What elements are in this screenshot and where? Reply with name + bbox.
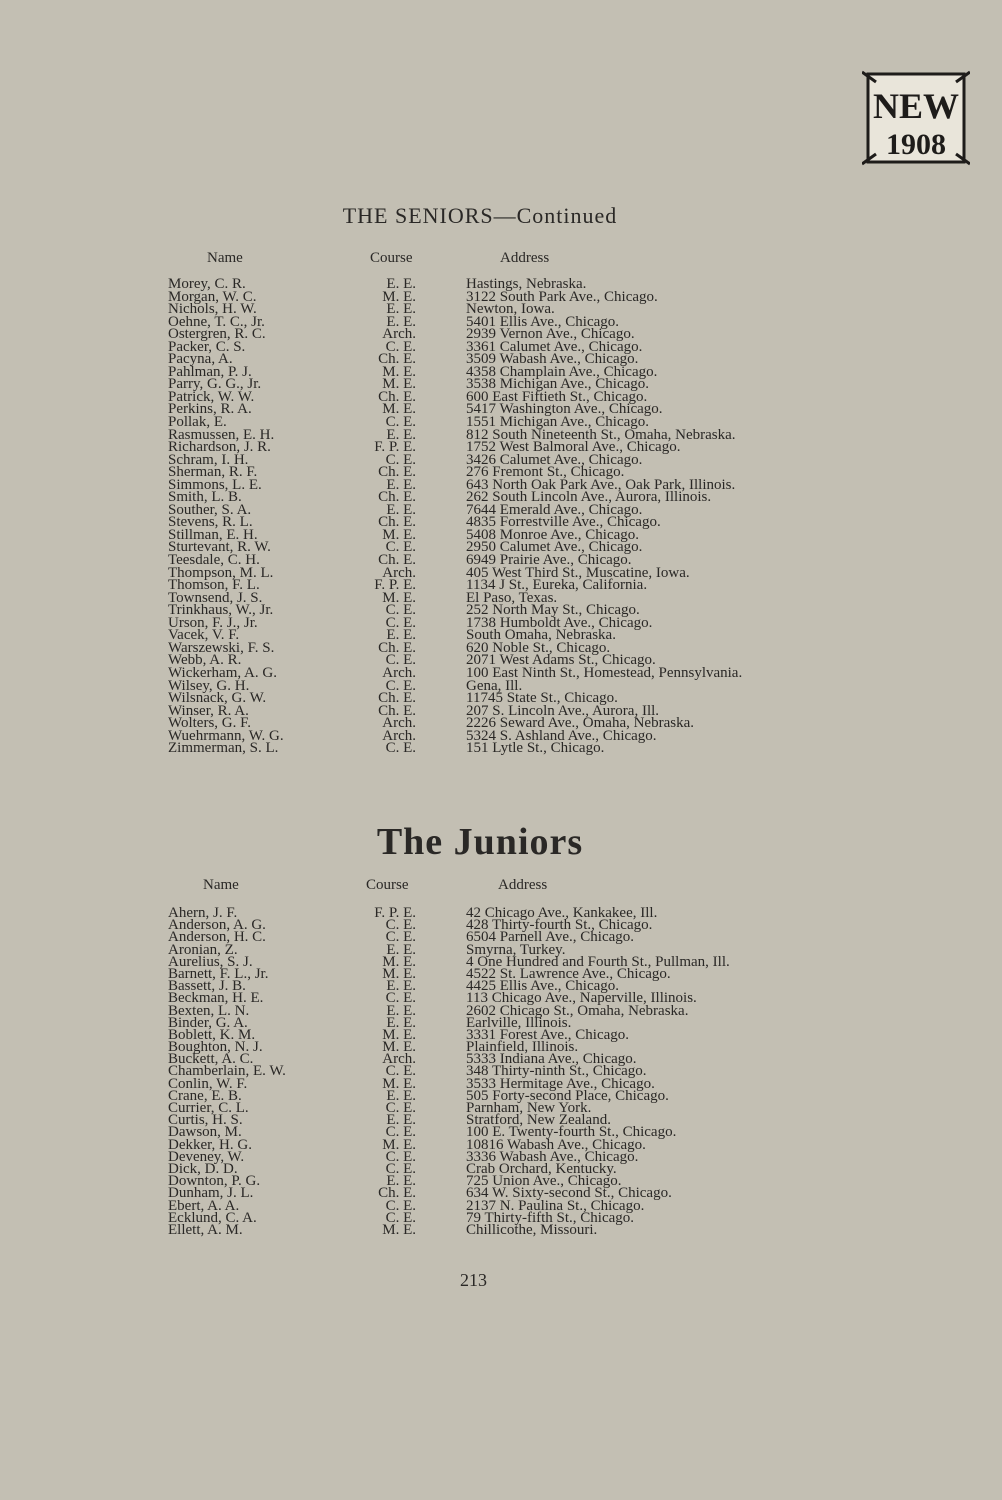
- course-cell: C. E.: [385, 929, 416, 946]
- course-cell: M. E.: [382, 376, 416, 393]
- address-cell: Plainfield, Illinois.: [466, 1039, 579, 1056]
- course-cell: Arch.: [382, 1051, 416, 1068]
- course-cell: F. P. E.: [374, 439, 416, 456]
- name-cell: Boughton, N. J.: [168, 1039, 263, 1056]
- course-cell: C. E.: [385, 414, 416, 431]
- course-cell: Arch.: [382, 727, 416, 744]
- name-cell: Oehne, T. C., Jr.: [168, 313, 265, 330]
- address-cell: 2226 Seward Ave., Omaha, Nebraska.: [466, 715, 694, 732]
- course-cell: C. E.: [385, 990, 416, 1007]
- name-cell: Smith, L. B.: [168, 489, 242, 506]
- address-cell: 276 Fremont St., Chicago.: [466, 464, 625, 481]
- name-cell: Thompson, M. L.: [168, 564, 274, 581]
- course-cell: C. E.: [385, 1100, 416, 1116]
- course-cell: M. E.: [382, 526, 416, 543]
- address-cell: Chillicothe, Missouri.: [466, 1221, 598, 1238]
- name-cell: Chamberlain, E. W.: [168, 1063, 286, 1080]
- address-cell: 2071 West Adams St., Chicago.: [466, 652, 656, 669]
- address-cell: Parnham, New York.: [466, 1100, 592, 1116]
- name-cell: Wuehrmann, W. G.: [168, 727, 284, 744]
- name-cell: Schram, I. H.: [168, 451, 249, 468]
- address-cell: 5408 Monroe Ave., Chicago.: [466, 526, 640, 543]
- name-cell: Dekker, H. G.: [168, 1136, 252, 1153]
- address-cell: 7644 Emerald Ave., Chicago.: [466, 501, 643, 518]
- table-row: [168, 742, 808, 755]
- address-cell: 151 Lytle St., Chicago.: [466, 740, 605, 757]
- address-cell: 725 Union Ave., Chicago.: [466, 1173, 622, 1190]
- seniors-table: [168, 278, 808, 755]
- address-cell: 5324 S. Ashland Ave., Chicago.: [466, 727, 657, 744]
- address-cell: 620 Noble St., Chicago.: [466, 639, 611, 656]
- course-cell: E. E.: [386, 313, 416, 330]
- name-cell: Ellett, A. M.: [168, 1221, 243, 1238]
- course-cell: Ch. E.: [378, 702, 416, 719]
- name-cell: Wickerham, A. G.: [168, 664, 277, 681]
- seniors-address-header: Address: [500, 250, 550, 266]
- address-cell: 100 E. Twenty-fourth St., Chicago.: [466, 1124, 677, 1141]
- course-cell: C. E.: [385, 451, 416, 468]
- course-cell: Ch. E.: [378, 464, 416, 481]
- address-cell: 3331 Forest Ave., Chicago.: [466, 1026, 630, 1043]
- seniors-course-header: Course: [370, 250, 413, 266]
- address-cell: 6949 Prairie Ave., Chicago.: [466, 552, 632, 569]
- name-cell: Dawson, M.: [168, 1124, 242, 1141]
- course-cell: E. E.: [386, 301, 416, 318]
- name-cell: Zimmerman, S. L.: [168, 740, 279, 757]
- name-cell: Perkins, R. A.: [168, 401, 252, 418]
- course-cell: C. E.: [385, 1197, 416, 1214]
- address-cell: 10816 Wabash Ave., Chicago.: [466, 1136, 646, 1153]
- address-cell: 4358 Champlain Ave., Chicago.: [466, 363, 658, 380]
- name-cell: Bexten, L. N.: [168, 1002, 250, 1019]
- name-cell: Barnett, F. L., Jr.: [168, 965, 269, 982]
- course-cell: C. E.: [385, 614, 416, 631]
- course-cell: C. E.: [385, 338, 416, 355]
- course-cell: M. E.: [382, 1221, 416, 1238]
- name-cell: Stevens, R. L.: [168, 514, 253, 531]
- address-cell: 348 Thirty-ninth St., Chicago.: [466, 1063, 647, 1080]
- course-cell: M. E.: [382, 363, 416, 380]
- name-cell: Crane, E. B.: [168, 1087, 242, 1104]
- svg-text:1908: 1908: [886, 128, 946, 161]
- address-cell: 643 North Oak Park Ave., Oak Park, Illinois.: [466, 476, 736, 493]
- course-cell: M. E.: [382, 1026, 416, 1043]
- name-cell: Trinkhaus, W., Jr.: [168, 602, 274, 619]
- name-cell: Teesdale, C. H.: [168, 552, 260, 569]
- class-of-1908-logo: [862, 68, 970, 168]
- address-cell: 262 South Lincoln Ave., Aurora, Illinois.: [466, 489, 712, 506]
- name-cell: Buckett, A. C.: [168, 1051, 254, 1068]
- course-cell: C. E.: [385, 740, 416, 757]
- name-cell: Ostergren, R. C.: [168, 326, 266, 343]
- address-cell: 79 Thirty-fifth St., Chicago.: [466, 1209, 635, 1226]
- address-cell: 4835 Forrestville Ave., Chicago.: [466, 514, 661, 531]
- course-cell: C. E.: [385, 539, 416, 556]
- address-cell: 3509 Wabash Ave., Chicago.: [466, 351, 639, 368]
- address-cell: 634 W. Sixty-second St., Chicago.: [466, 1185, 672, 1202]
- name-cell: Sturtevant, R. W.: [168, 539, 271, 556]
- address-cell: 2939 Vernon Ave., Chicago.: [466, 326, 635, 343]
- name-cell: Wolters, G. F.: [168, 715, 252, 732]
- course-cell: E. E.: [386, 627, 416, 644]
- name-cell: Vacek, V. F.: [168, 627, 240, 644]
- seniors-title: THE SENIORS—Continued: [342, 203, 618, 228]
- address-cell: 1738 Humboldt Ave., Chicago.: [466, 614, 653, 631]
- juniors-address-header: Address: [498, 877, 548, 893]
- address-cell: 5333 Indiana Ave., Chicago.: [466, 1051, 637, 1068]
- course-cell: E. E.: [386, 978, 416, 995]
- course-cell: E. E.: [386, 1002, 416, 1019]
- address-cell: 252 North May St., Chicago.: [466, 602, 640, 619]
- address-cell: 113 Chicago Ave., Naperville, Illinois.: [466, 990, 697, 1007]
- name-cell: Boblett, K. M.: [168, 1026, 256, 1043]
- course-cell: M. E.: [382, 1136, 416, 1153]
- course-cell: E. E.: [386, 476, 416, 493]
- address-cell: 207 S. Lincoln Ave., Aurora, Ill.: [466, 702, 660, 719]
- address-cell: Newton, Iowa.: [466, 301, 555, 318]
- name-cell: Conlin, W. F.: [168, 1075, 248, 1092]
- address-cell: Earlville, Illinois.: [466, 1014, 572, 1031]
- address-cell: 4425 Ellis Ave., Chicago.: [466, 978, 620, 995]
- course-cell: Arch.: [382, 564, 416, 581]
- address-cell: 1134 J St., Eureka, California.: [466, 577, 648, 594]
- name-cell: Webb, A. R.: [168, 652, 242, 669]
- name-cell: Anderson, A. G.: [168, 917, 266, 934]
- course-cell: E. E.: [386, 1112, 416, 1129]
- course-cell: C. E.: [385, 1148, 416, 1165]
- course-cell: C. E.: [385, 1124, 416, 1141]
- name-cell: Patrick, W. W.: [168, 388, 255, 405]
- name-cell: Stillman, E. H.: [168, 526, 258, 543]
- address-cell: 4 One Hundred and Fourth St., Pullman, Ill.: [466, 953, 730, 970]
- name-cell: Aronian, Z.: [168, 941, 238, 958]
- course-cell: E. E.: [386, 1173, 416, 1190]
- course-cell: C. E.: [385, 677, 416, 694]
- course-cell: E. E.: [386, 276, 416, 292]
- name-cell: Morgan, W. C.: [168, 288, 257, 305]
- name-cell: Ahern, J. F.: [168, 905, 238, 921]
- course-cell: Ch. E.: [378, 388, 416, 405]
- name-cell: Wilsey, G. H.: [168, 677, 250, 694]
- course-cell: E. E.: [386, 501, 416, 518]
- course-cell: F. P. E.: [374, 905, 416, 921]
- seniors-name-header: Name: [207, 250, 243, 266]
- address-cell: 2602 Chicago St., Omaha, Nebraska.: [466, 1002, 689, 1019]
- name-cell: Souther, S. A.: [168, 501, 252, 518]
- name-cell: Deveney, W.: [168, 1148, 245, 1165]
- address-cell: 3122 South Park Ave., Chicago.: [466, 288, 658, 305]
- name-cell: Wilsnack, G. W.: [168, 690, 267, 707]
- address-cell: 100 East Ninth St., Homestead, Pennsylvania.: [466, 664, 743, 681]
- name-cell: Rasmussen, E. H.: [168, 426, 275, 443]
- address-cell: Gena, Ill.: [466, 677, 523, 694]
- name-cell: Binder, G. A.: [168, 1014, 248, 1031]
- svg-text:NEW: NEW: [872, 86, 960, 126]
- name-cell: Ecklund, C. A.: [168, 1209, 257, 1226]
- course-cell: C. E.: [385, 1063, 416, 1080]
- course-cell: Ch. E.: [378, 552, 416, 569]
- course-cell: C. E.: [385, 652, 416, 669]
- address-cell: 600 East Fiftieth St., Chicago.: [466, 388, 648, 405]
- name-cell: Ebert, A. A.: [168, 1197, 240, 1214]
- name-cell: Downton, P. G.: [168, 1173, 261, 1190]
- address-cell: 2950 Calumet Ave., Chicago.: [466, 539, 643, 556]
- juniors-table: [168, 907, 808, 1236]
- course-cell: M. E.: [382, 401, 416, 418]
- address-cell: 11745 State St., Chicago.: [466, 690, 618, 707]
- address-cell: Stratford, New Zealand.: [466, 1112, 611, 1129]
- name-cell: Pacyna, A.: [168, 351, 233, 368]
- address-cell: 5417 Washington Ave., Chicago.: [466, 401, 663, 418]
- address-cell: 3336 Wabash Ave., Chicago.: [466, 1148, 639, 1165]
- name-cell: Aurelius, S. J.: [168, 953, 253, 970]
- address-cell: 3538 Michigan Ave., Chicago.: [466, 376, 650, 393]
- address-cell: Smyrna, Turkey.: [466, 941, 566, 958]
- course-cell: Ch. E.: [378, 1185, 416, 1202]
- course-cell: C. E.: [385, 602, 416, 619]
- address-cell: 6504 Parnell Ave., Chicago.: [466, 929, 635, 946]
- course-cell: E. E.: [386, 1014, 416, 1031]
- name-cell: Morey, C. R.: [168, 276, 246, 292]
- course-cell: Ch. E.: [378, 514, 416, 531]
- page-number: 213: [460, 1270, 487, 1290]
- name-cell: Winser, R. A.: [168, 702, 249, 719]
- address-cell: 5401 Ellis Ave., Chicago.: [466, 313, 620, 330]
- juniors-name-header: Name: [203, 877, 239, 893]
- name-cell: Townsend, J. S.: [168, 589, 263, 606]
- address-cell: 405 West Third St., Muscatine, Iowa.: [466, 564, 690, 581]
- name-cell: Currier, C. L.: [168, 1100, 249, 1116]
- address-cell: South Omaha, Nebraska.: [466, 627, 616, 644]
- course-cell: M. E.: [382, 965, 416, 982]
- name-cell: Warszewski, F. S.: [168, 639, 275, 656]
- course-cell: Arch.: [382, 664, 416, 681]
- name-cell: Pahlman, P. J.: [168, 363, 252, 380]
- course-cell: E. E.: [386, 426, 416, 443]
- course-cell: E. E.: [386, 941, 416, 958]
- name-cell: Sherman, R. F.: [168, 464, 258, 481]
- name-cell: Nichols, H. W.: [168, 301, 257, 318]
- address-cell: El Paso, Texas.: [466, 589, 558, 606]
- course-cell: F. P. E.: [374, 577, 416, 594]
- course-cell: M. E.: [382, 953, 416, 970]
- name-cell: Curtis, H. S.: [168, 1112, 243, 1129]
- course-cell: C. E.: [385, 1160, 416, 1177]
- address-cell: 3426 Calumet Ave., Chicago.: [466, 451, 643, 468]
- name-cell: Packer, C. S.: [168, 338, 246, 355]
- juniors-course-header: Course: [366, 877, 409, 893]
- course-cell: Ch. E.: [378, 690, 416, 707]
- course-cell: C. E.: [385, 917, 416, 934]
- address-cell: 4522 St. Lawrence Ave., Chicago.: [466, 965, 671, 982]
- name-cell: Pollak, E.: [168, 414, 227, 431]
- course-cell: C. E.: [385, 1209, 416, 1226]
- address-cell: 812 South Nineteenth St., Omaha, Nebraska.: [466, 426, 736, 443]
- table-row: [168, 1221, 808, 1238]
- name-cell: Urson, F. J., Jr.: [168, 614, 258, 631]
- course-cell: M. E.: [382, 288, 416, 305]
- name-cell: Thomson, F. L.: [168, 577, 260, 594]
- address-cell: 428 Thirty-fourth St., Chicago.: [466, 917, 653, 934]
- name-cell: Dunham, J. L.: [168, 1185, 254, 1202]
- course-cell: M. E.: [382, 1039, 416, 1056]
- course-cell: M. E.: [382, 1075, 416, 1092]
- course-cell: Arch.: [382, 715, 416, 732]
- name-cell: Dick, D. D.: [168, 1160, 238, 1177]
- name-cell: Anderson, H. C.: [168, 929, 266, 946]
- course-cell: Ch. E.: [378, 639, 416, 656]
- address-cell: 1551 Michigan Ave., Chicago.: [466, 414, 650, 431]
- course-cell: M. E.: [382, 589, 416, 606]
- address-cell: 3361 Calumet Ave., Chicago.: [466, 338, 643, 355]
- name-cell: Simmons, L. E.: [168, 476, 262, 493]
- course-cell: Ch. E.: [378, 489, 416, 506]
- name-cell: Beckman, H. E.: [168, 990, 264, 1007]
- address-cell: 3533 Hermitage Ave., Chicago.: [466, 1075, 655, 1092]
- address-cell: Hastings, Nebraska.: [466, 276, 587, 292]
- course-cell: E. E.: [386, 1087, 416, 1104]
- juniors-title: The Juniors: [376, 821, 584, 863]
- course-cell: Ch. E.: [378, 351, 416, 368]
- name-cell: Richardson, J. R.: [168, 439, 271, 456]
- address-cell: 42 Chicago Ave., Kankakee, Ill.: [466, 905, 658, 921]
- name-cell: Bassett, J. B.: [168, 978, 246, 995]
- course-cell: Arch.: [382, 326, 416, 343]
- address-cell: Crab Orchard, Kentucky.: [466, 1160, 617, 1177]
- name-cell: Parry, G. G., Jr.: [168, 376, 262, 393]
- address-cell: 1752 West Balmoral Ave., Chicago.: [466, 439, 681, 456]
- address-cell: 2137 N. Paulina St., Chicago.: [466, 1197, 645, 1214]
- address-cell: 505 Forty-second Place, Chicago.: [466, 1087, 669, 1104]
